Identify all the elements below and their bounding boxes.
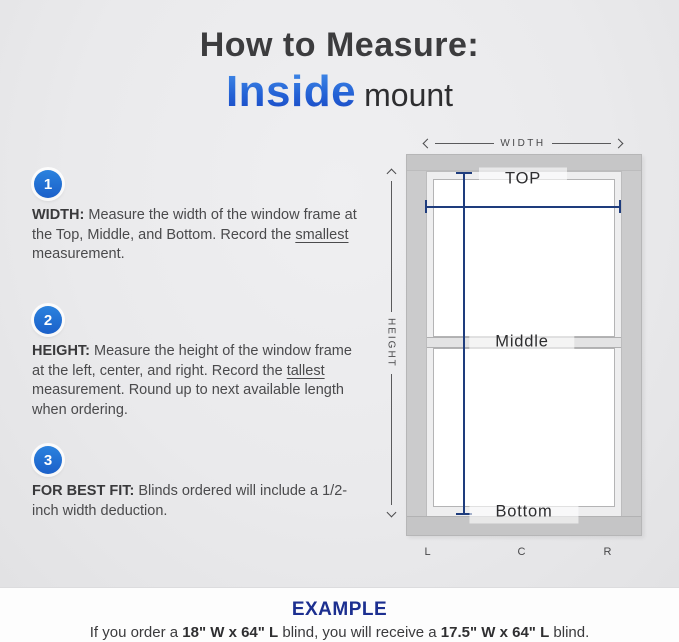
width-dimension-arrow <box>424 136 622 150</box>
dimension-line <box>391 181 392 312</box>
height-dimension-label: HEIGHT <box>385 318 397 368</box>
step-2-body-pre: Measure the height of the window frame at the left, center, and right. Record the <box>32 343 352 379</box>
right-marker-label: R <box>603 546 613 558</box>
arrow-left-icon <box>423 138 433 148</box>
step-1-badge: 1 <box>34 170 62 198</box>
dimension-line <box>435 143 494 144</box>
height-measure-tick-top <box>456 172 472 174</box>
middle-position-label: Middle <box>469 331 574 354</box>
step-1-body-pre: Measure the width of the window frame at the Top, Middle, and Bottom. Record the <box>32 207 357 243</box>
step-1-text <box>32 206 368 265</box>
step-2-underlined-word: tallest <box>286 362 325 379</box>
window-pane-top <box>433 179 615 337</box>
width-measure-line <box>426 206 620 208</box>
step-width <box>32 170 372 265</box>
page-title <box>0 26 679 117</box>
title-line2 <box>0 67 679 117</box>
dimension-line <box>552 143 611 144</box>
step-1-underlined-word: smallest <box>295 226 349 243</box>
step-2-badge: 2 <box>34 306 62 334</box>
dimension-line <box>391 374 392 505</box>
example-pre: If you order a <box>89 624 183 641</box>
example-mid: blind, you will receive a <box>278 624 441 641</box>
example-received-size: 17.5" W x 64" L <box>440 624 550 641</box>
width-dimension-label: WIDTH <box>500 137 546 149</box>
height-measure-line <box>463 172 465 515</box>
left-marker-label: L <box>424 546 432 558</box>
example-text <box>0 624 679 641</box>
height-dimension-arrow <box>384 170 398 516</box>
step-3-label: FOR BEST FIT: <box>32 483 135 499</box>
title-suffix: mount <box>364 77 454 113</box>
step-1-label: WIDTH: <box>32 207 85 223</box>
window-pane-bottom <box>433 348 615 507</box>
example-section <box>0 588 679 642</box>
step-1-body-post: measurement. <box>32 246 125 262</box>
example-heading: EXAMPLE <box>291 599 388 620</box>
bottom-position-label: Bottom <box>469 501 578 524</box>
step-2-label: HEIGHT: <box>32 343 90 359</box>
step-3-text <box>32 482 368 521</box>
arrow-down-icon <box>386 508 396 518</box>
arrow-right-icon <box>614 138 624 148</box>
width-measure-tick-left <box>425 200 427 213</box>
step-best-fit <box>32 446 372 521</box>
top-position-label: TOP <box>479 168 567 191</box>
width-measure-tick-right <box>619 200 621 213</box>
step-2-text <box>32 342 368 420</box>
arrow-up-icon <box>386 169 396 179</box>
step-3-badge: 3 <box>34 446 62 474</box>
step-2-body-post: measurement. Round up to next available length when ordering. <box>32 382 344 418</box>
title-highlight: Inside <box>225 67 357 116</box>
step-3-body-pre: Blinds ordered will include a 1/2-inch width deduction. <box>32 483 348 519</box>
example-post: blind. <box>549 624 590 641</box>
example-ordered-size: 18" W x 64" L <box>182 624 279 641</box>
title-line1: How to Measure: <box>199 26 480 64</box>
step-height <box>32 306 372 420</box>
center-marker-label: C <box>517 546 527 558</box>
